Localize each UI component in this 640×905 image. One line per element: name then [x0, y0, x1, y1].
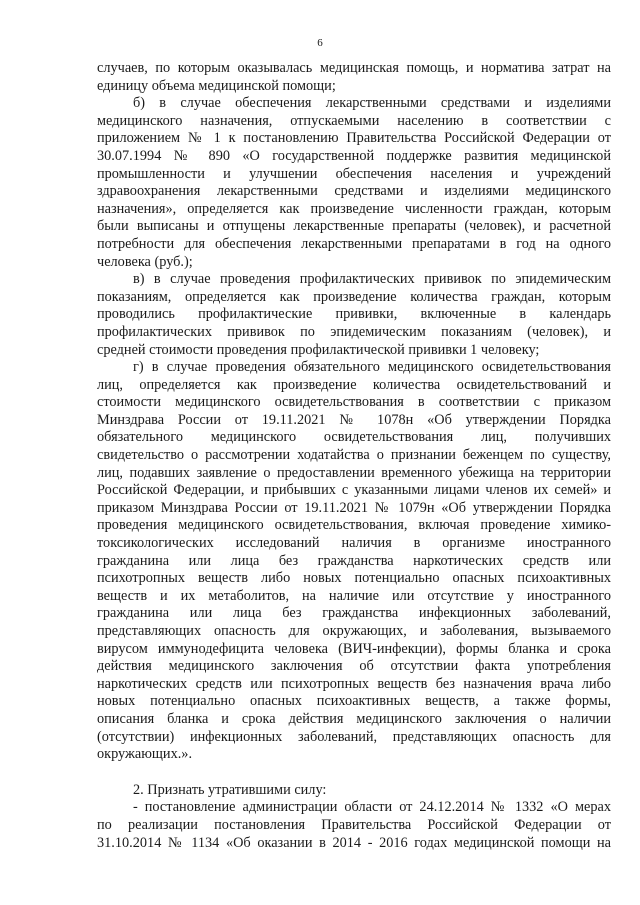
- text-line: медицинского назначения, отпускаемыми населению в соответствии с: [97, 112, 611, 129]
- text-line: Российской Федерации, и прибывших с указанными лицами членов их семей» и: [97, 482, 611, 499]
- text-line: в) в случае проведения профилактических прививок по эпидемическим: [133, 271, 611, 288]
- text-line: показаниям, определяется как произведение количества граждан, которым: [97, 288, 611, 305]
- text-line: 30.07.1994 № 890 «О государственной поддержке развития медицинской: [97, 147, 611, 164]
- text-line: Минздрава России от 19.11.2021 № 1078н «Об утверждении Порядка: [97, 411, 611, 428]
- text-line: веществ и их метаболитов, на наличие или отсутствие у иностранного: [97, 587, 611, 604]
- text-line: были выписаны и отпущены лекарственные препараты (человек), и расчетной: [97, 218, 611, 235]
- text-line: обязательного медицинского освидетельствования лиц, получивших: [97, 429, 611, 446]
- text-line: вирусом иммунодефицита человека (ВИЧ-инфекции), формы бланка и срока: [97, 640, 611, 657]
- page-number: 6: [317, 37, 323, 49]
- text-line: новых потенциально опасных психоактивных веществ, а также формы,: [97, 693, 611, 710]
- text-line: лиц, определяется как произведение количества освидетельствований и: [97, 376, 611, 393]
- text-line: единицу объема медицинской помощи;: [97, 77, 336, 94]
- text-line: г) в случае проведения обязательного медицинского освидетельствования: [133, 359, 611, 376]
- text-line: описания бланка и срока действия медицинского заключения о наличии: [97, 710, 611, 727]
- text-line: гражданина или лица без гражданства наркотических средств или: [97, 552, 611, 569]
- text-line: психотропных веществ либо новых потенциально опасных психоактивных: [97, 570, 611, 587]
- text-line: б) в случае обеспечения лекарственными средствами и изделиями: [133, 95, 611, 112]
- text-line: средней стоимости проведения профилактической прививки 1 человеку;: [97, 341, 540, 358]
- document-body: [97, 60, 611, 852]
- text-line: проведения медицинского освидетельствования, включая проведение химико-: [97, 517, 611, 534]
- text-line: случаев, по которым оказывалась медицинская помощь, и норматива затрат на: [97, 60, 611, 76]
- text-line: 2. Признать утратившими силу:: [133, 781, 327, 798]
- text-line: приказом Минздрава России от 19.11.2021 № 1079н «Об утверждении Порядка: [97, 499, 611, 516]
- text-line: окружающих.».: [97, 746, 193, 763]
- text-line: наркотических средств или психотропных веществ без назначения врача либо: [97, 675, 611, 692]
- text-line: действия медицинского заключения об отсутствии факта употребления: [97, 658, 611, 675]
- paragraph-gap: [97, 764, 611, 782]
- text-line: лиц, подавших заявление о предоставлении временного убежища на территории: [97, 464, 611, 481]
- text-line: здравоохранения лекарственными средствами и изделиями медицинского: [97, 183, 611, 200]
- text-line: проводились профилактические прививки, включенные в календарь: [97, 306, 611, 323]
- text-line: гражданина или лица без гражданства инфекционных заболеваний,: [97, 605, 611, 622]
- text-line: - постановление администрации области от 24.12.2014 № 1332 «О мерах: [133, 799, 611, 816]
- text-line: потребности для обеспечения лекарственными препаратами в год на одного: [97, 235, 611, 252]
- text-line: профилактических прививок по эпидемическим показаниям (человек), и: [97, 323, 611, 340]
- text-line: человека (руб.);: [97, 253, 193, 270]
- text-line: токсикологических исследований наличия в организме иностранного: [97, 535, 611, 552]
- text-line: представляющих опасность для окружающих, и заболевания, вызываемого: [97, 623, 611, 639]
- text-line: приложением № 1 к постановлению Правительства Российской Федерации от: [97, 130, 611, 147]
- text-line: стоимости медицинского освидетельствования в соответствии с приказом: [97, 394, 611, 411]
- text-line: назначения», определяется как произведение численности граждан, которым: [97, 200, 611, 217]
- text-line: промышленности и улучшении обеспечения населения и учреждений: [97, 165, 611, 182]
- text-line: 31.10.2014 № 1134 «Об оказании в 2014 - 2016 годах медицинской помощи на: [97, 834, 611, 851]
- text-line: свидетельство о рассмотрении ходатайства о признании беженцем по существу,: [97, 447, 611, 464]
- text-line: (отсутствии) инфекционных заболеваний, представляющих опасность для: [97, 728, 611, 745]
- text-line: по реализации постановления Правительства Российской Федерации от: [97, 816, 611, 833]
